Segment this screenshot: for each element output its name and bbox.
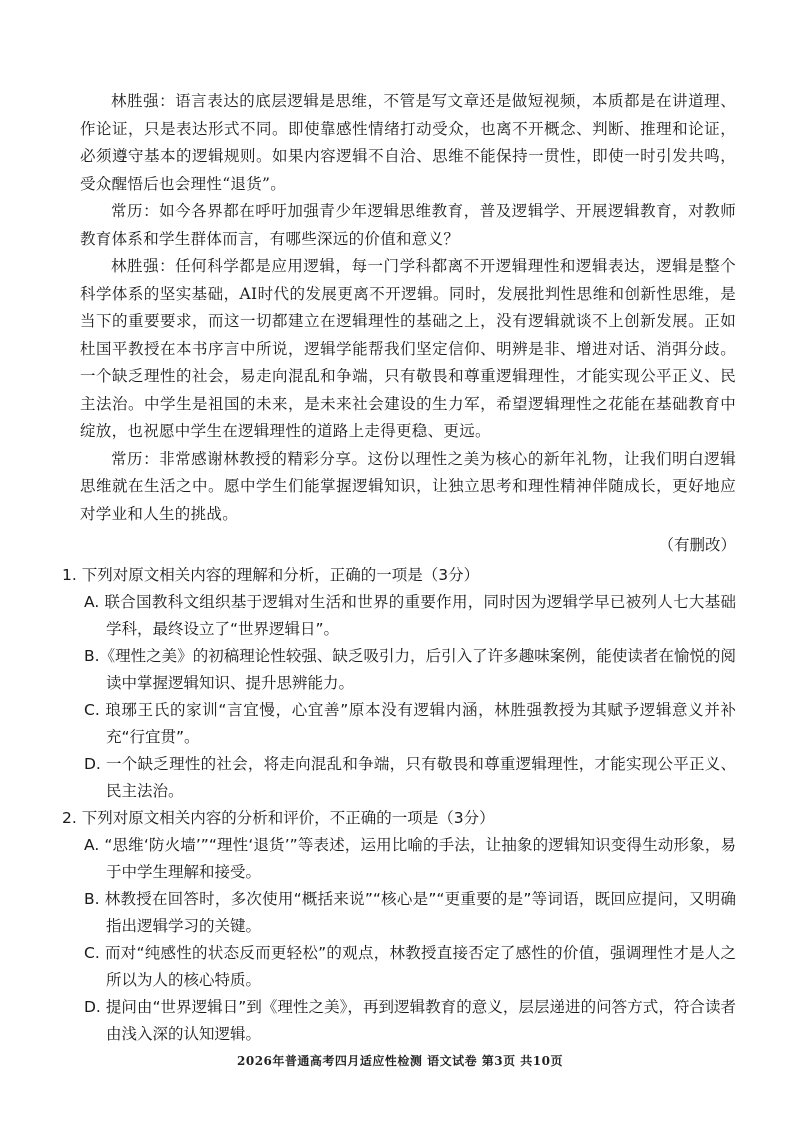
passage-paragraph: 常历：非常感谢林教授的精彩分享。这份以理性之美为核心的新年礼物，让我们明白逻辑思维就在生活之中。愿中学生们能掌握逻辑知识，让独立思考和理性精神伴随成长，更好地应对学业和人生的挑战。 [80, 449, 736, 523]
question-stem: 1. 下列对原文相关内容的理解和分析，正确的一项是（3分） [62, 565, 480, 584]
option-b: B. 林教授在回答时，多次使用“概括来说”“核心是”“更重要的是”等词语，既回应提问，又明确指出逻辑学习的关键。 [84, 889, 736, 935]
option-a: A. 联合国教科文组织基于逻辑对生活和世界的重要作用，同时因为逻辑学早已被列人七大基础学科，最终设立了“世界逻辑日”。 [84, 592, 736, 638]
edit-note: （有删改） [658, 536, 736, 554]
option-d: D. 一个缺乏理性的社会，将走向混乱和争端，只有敬畏和尊重逻辑理性，才能实现公平正义、民主法治。 [84, 754, 736, 800]
page-footer: 2026年普通高考四月适应性检测 语文试卷 第3页 共10页 [237, 1054, 563, 1068]
option-d: D. 提问由“世界逻辑日”到《理性之美》，再到逻辑教育的意义，层层递进的问答方式，符合读者由浅入深的认知逻辑。 [84, 997, 736, 1043]
option-c: C. 琅琊王氏的家训“言宜慢，心宜善”原本没有逻辑内涵，林胜强教授为其赋予逻辑意义并补充“行宜贯”。 [84, 700, 736, 746]
option-a: A. “思维‘防火墙’”“理性‘退货’”等表述，运用比喻的手法，让抽象的逻辑知识变得生动形象，易于中学生理解和接受。 [84, 835, 736, 881]
passage [80, 88, 736, 528]
question-1 [62, 562, 736, 805]
question-stem: 2. 下列对原文相关内容的分析和评价，不正确的一项是（3分） [62, 808, 495, 827]
passage-paragraph: 林胜强：语言表达的底层逻辑是思维，不管是写文章还是做短视频，本质都是在讲道理、作论证，只是表达形式不同。即使靠感性情绪打动受众，也离不开概念、判断、推理和论证，必须遵守基本的逻辑规则。如果内容逻辑不自洽、思维不能保持一贯性，即使一时引发共鸣，受众醒悟后也会理性“退货”。 [80, 92, 736, 193]
passage-paragraph: 林胜强：任何科学都是应用逻辑，每一门学科都离不开逻辑理性和逻辑表达，逻辑是整个科学体系的坚实基础，AI时代的发展更离不开逻辑。同时，发展批判性思维和创新性思维，是当下的重要要求，而这一切都建立在逻辑理性的基础之上，没有逻辑就谈不上创新发展。正如杜国平教授在本书序言中所说，逻辑学能帮我们坚定信仰、明辨是非、增进对话、消弭分歧。一个缺乏理性的社会，易走向混乱和争端，只有敬畏和尊重逻辑理性，才能实现公平正义、民主法治。中学生是祖国的未来，是未来社会建设的生力军，希望逻辑理性之花能在基础教育中绽放，也祝愿中学生在逻辑理性的道路上走得更稳、更远。 [80, 257, 736, 440]
option-b: B.《理性之美》的初稿理论性较强、缺乏吸引力，后引入了许多趣味案例，能使读者在愉悦的阅读中掌握逻辑知识、提升思辨能力。 [84, 646, 736, 692]
question-2 [62, 805, 736, 1048]
passage-paragraph: 常历：如今各界都在呼吁加强青少年逻辑思维教育，普及逻辑学、开展逻辑教育，对教师教育体系和学生群体而言，有哪些深远的价值和意义？ [80, 202, 736, 248]
option-c: C. 而对“纯感性的状态反而更轻松”的观点，林教授直接否定了感性的价值，强调理性才是人之所以为人的核心特质。 [84, 943, 736, 989]
